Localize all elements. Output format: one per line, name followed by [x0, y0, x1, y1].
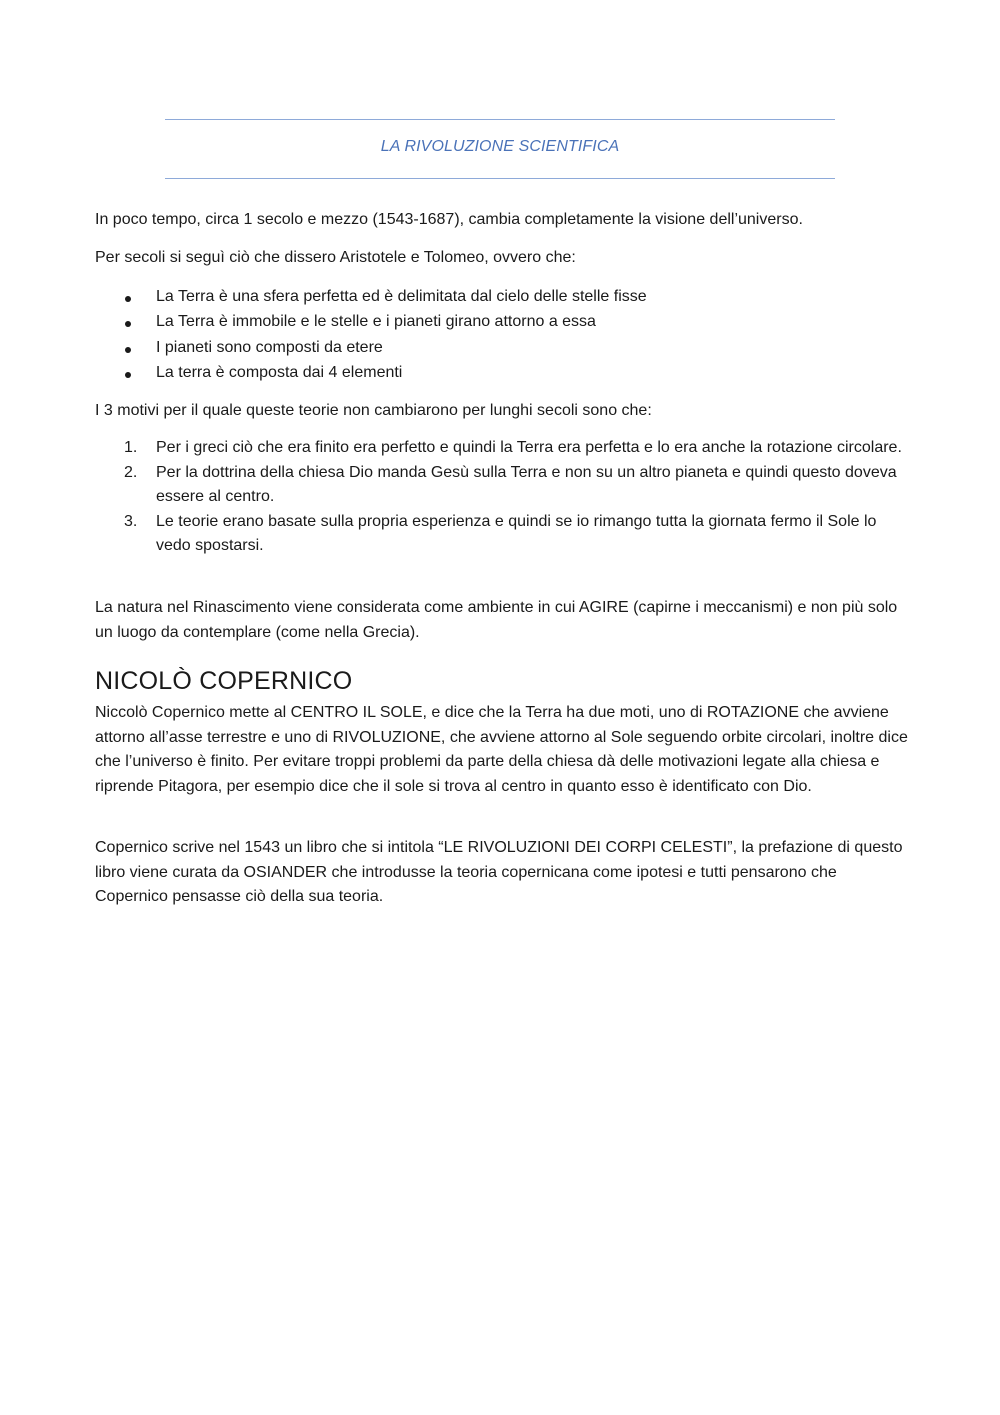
paragraph-motives-intro: I 3 motivi per il quale queste teorie non cambiarono per lunghi secoli sono che:: [95, 402, 652, 419]
bullet-icon: [125, 347, 131, 353]
paragraph-copernicus-1: Niccolò Copernico mette al CENTRO IL SOLE, e dice che la Terra ha due moti, uno di ROTAZIONE che avviene attorno all’asse terrestre e uno di RIVOLUZIONE, che avviene attorno al Sole seguendo orbite circolari, inoltre dice che l’universo è finito. Per evitare troppi problemi da parte della chiesa dà delle motivazioni legate alla chiesa e riprende Pitagora, per esempio dice che il sole si trova al centro in quanto esso è identificato con Dio.: [95, 704, 908, 795]
list-item-text: La Terra è immobile e le stelle e i pianeti girano attorno a essa: [156, 313, 596, 331]
list-item: [95, 336, 910, 361]
list-item-text: La Terra è una sfera perfetta ed è delimitata dal cielo delle stelle fisse: [156, 288, 647, 305]
list-item-number: 1.: [124, 439, 138, 456]
paragraph-intro: In poco tempo, circa 1 secolo e mezzo (1543-1687), cambia completamente la visione dell’universo.: [95, 211, 803, 228]
numbered-list: [95, 436, 910, 559]
bullet-icon: [125, 372, 131, 378]
list-item: [95, 436, 910, 461]
bullet-list: [95, 285, 910, 386]
list-item-text: Le teorie erano basate sulla propria esperienza e quindi se io rimango tutta la giornata fermo il Sole lo vedo spostarsi.: [156, 512, 877, 554]
list-item-text: La terra è composta dai 4 elementi: [156, 363, 403, 381]
paragraph-copernicus-2: Copernico scrive nel 1543 un libro che si intitola “LE RIVOLUZIONI DEI CORPI CELESTI”, la prefazione di questo libro viene curata da OSIANDER che introdusse la teoria copernicana come ipotesi e tutti pensarono che Copernico pensasse ciò della sua teoria.: [95, 839, 903, 905]
title-bottom-rule: [165, 178, 835, 179]
list-item-text: Per la dottrina della chiesa Dio manda Gesù sulla Terra e non su un altro pianeta e quindi questo doveva essere al centro.: [156, 463, 897, 505]
title-top-rule: [165, 119, 835, 120]
bullet-icon: [125, 296, 131, 302]
paragraph-nature: La natura nel Rinascimento viene considerata come ambiente in cui AGIRE (capirne i meccanismi) e non più solo un luogo da contemplare (come nella Grecia).: [95, 599, 898, 641]
list-item-number: 2.: [124, 463, 138, 481]
list-item-text: Per i greci ciò che era finito era perfetto e quindi la Terra era perfetta e lo era anche la rotazione circolare.: [156, 439, 902, 456]
list-item: [95, 285, 910, 310]
section-heading: NICOLÒ COPERNICO: [95, 667, 353, 695]
intense-quote-title-block: [165, 119, 835, 179]
list-item: [95, 461, 910, 510]
list-item-number: 3.: [124, 512, 138, 530]
list-item: [95, 310, 910, 335]
list-item: [95, 361, 910, 386]
bullet-icon: [125, 321, 131, 327]
list-item-text: I pianeti sono composti da etere: [156, 338, 383, 356]
document-title: LA RIVOLUZIONE SCIENTIFICA: [380, 138, 620, 155]
list-item: [95, 510, 910, 559]
paragraph-aristotle: Per secoli si seguì ciò che dissero Aristotele e Tolomeo, ovvero che:: [95, 249, 576, 266]
